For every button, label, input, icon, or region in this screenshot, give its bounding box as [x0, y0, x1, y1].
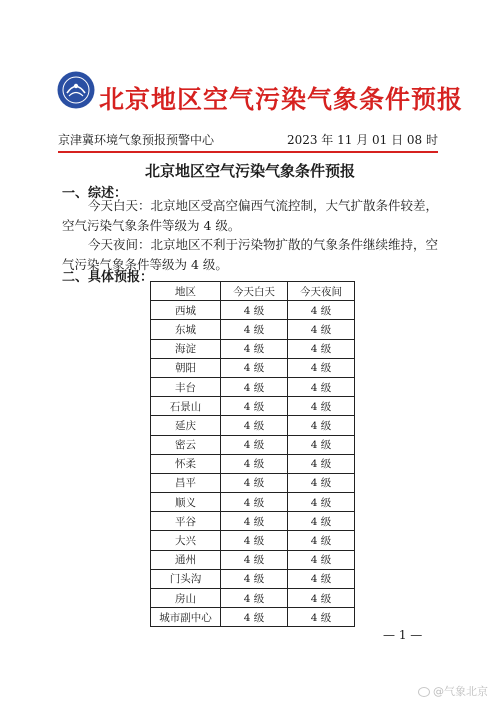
night-level-cell: 4 级 — [288, 531, 355, 550]
day-level-cell: 4 级 — [221, 608, 288, 627]
night-level-cell: 4 级 — [288, 589, 355, 608]
forecast-table-body — [151, 282, 355, 627]
district-cell: 昌平 — [151, 473, 221, 492]
district-cell: 门头沟 — [151, 569, 221, 588]
district-cell: 通州 — [151, 550, 221, 569]
day-level-cell: 4 级 — [221, 397, 288, 416]
night-level-cell: 4 级 — [288, 493, 355, 512]
day-level-cell: 4 级 — [221, 377, 288, 396]
day-level-cell: 4 级 — [221, 454, 288, 473]
table-row — [151, 339, 355, 358]
day-level-cell: 4 级 — [221, 569, 288, 588]
column-header: 地区 — [151, 282, 221, 301]
column-header: 今天夜间 — [288, 282, 355, 301]
summary-today-day — [62, 196, 442, 236]
table-row — [151, 473, 355, 492]
district-cell: 延庆 — [151, 416, 221, 435]
district-cell: 丰台 — [151, 377, 221, 396]
district-cell: 朝阳 — [151, 358, 221, 377]
table-row — [151, 589, 355, 608]
night-level-cell: 4 级 — [288, 454, 355, 473]
district-cell: 密云 — [151, 435, 221, 454]
table-row — [151, 569, 355, 588]
day-level-cell: 4 级 — [221, 550, 288, 569]
day-level-cell: 4 级 — [221, 589, 288, 608]
forecast-table — [150, 281, 355, 627]
table-row — [151, 320, 355, 339]
night-level-cell: 4 级 — [288, 320, 355, 339]
header-bar — [58, 124, 438, 150]
table-row — [151, 397, 355, 416]
forecast-heading: 二、具体预报： — [62, 270, 154, 285]
day-level-cell: 4 级 — [221, 531, 288, 550]
district-cell: 石景山 — [151, 397, 221, 416]
summary-today-day-text: 今天白天：北京地区受高空偏西气流控制，大气扩散条件较差，空气污染气象条件等级为 4 级。 — [62, 198, 439, 233]
district-cell: 房山 — [151, 589, 221, 608]
day-level-cell: 4 级 — [221, 512, 288, 531]
day-level-cell: 4 级 — [221, 301, 288, 320]
table-row — [151, 454, 355, 473]
day-level-cell: 4 级 — [221, 493, 288, 512]
org-logo-icon — [56, 70, 96, 110]
district-cell: 顺义 — [151, 493, 221, 512]
table-row — [151, 531, 355, 550]
page-number: — 1 — — [383, 628, 423, 642]
night-level-cell: 4 级 — [288, 397, 355, 416]
day-level-cell: 4 级 — [221, 473, 288, 492]
table-row — [151, 550, 355, 569]
table-row — [151, 416, 355, 435]
district-cell: 怀柔 — [151, 454, 221, 473]
district-cell: 城市副中心 — [151, 608, 221, 627]
table-row — [151, 493, 355, 512]
weibo-icon — [418, 687, 430, 697]
red-divider — [58, 151, 438, 153]
watermark — [418, 683, 488, 699]
night-level-cell: 4 级 — [288, 358, 355, 377]
table-row — [151, 435, 355, 454]
night-level-cell: 4 级 — [288, 569, 355, 588]
night-level-cell: 4 级 — [288, 416, 355, 435]
night-level-cell: 4 级 — [288, 377, 355, 396]
district-cell: 大兴 — [151, 531, 221, 550]
issue-time: 2023 年 11 月 01 日 08 时 — [286, 133, 438, 147]
district-cell: 海淀 — [151, 339, 221, 358]
page-title: 北京地区空气污染气象条件预报 — [144, 162, 355, 180]
summary-tonight-text: 今天夜间：北京地区不利于污染物扩散的气象条件继续维持，空气污染气象条件等级为 4 级。 — [62, 237, 439, 272]
district-cell: 西城 — [151, 301, 221, 320]
table-row — [151, 608, 355, 627]
day-level-cell: 4 级 — [221, 358, 288, 377]
table-header-row — [151, 282, 355, 301]
night-level-cell: 4 级 — [288, 473, 355, 492]
day-level-cell: 4 级 — [221, 435, 288, 454]
watermark-text: @气象北京 — [433, 685, 488, 698]
table-row — [151, 512, 355, 531]
district-cell: 平谷 — [151, 512, 221, 531]
org-name: 京津冀环境气象预报预警中心 — [58, 133, 215, 147]
night-level-cell: 4 级 — [288, 339, 355, 358]
night-level-cell: 4 级 — [288, 435, 355, 454]
night-level-cell: 4 级 — [288, 512, 355, 531]
night-level-cell: 4 级 — [288, 608, 355, 627]
day-level-cell: 4 级 — [221, 416, 288, 435]
document-title: 北京地区空气污染气象条件预报 — [99, 85, 464, 114]
column-header: 今天白天 — [221, 282, 288, 301]
summary-heading: 一、综述： — [62, 186, 128, 201]
table-row — [151, 358, 355, 377]
table-row — [151, 301, 355, 320]
day-level-cell: 4 级 — [221, 339, 288, 358]
district-cell: 东城 — [151, 320, 221, 339]
day-level-cell: 4 级 — [221, 320, 288, 339]
table-row — [151, 377, 355, 396]
night-level-cell: 4 级 — [288, 550, 355, 569]
night-level-cell: 4 级 — [288, 301, 355, 320]
